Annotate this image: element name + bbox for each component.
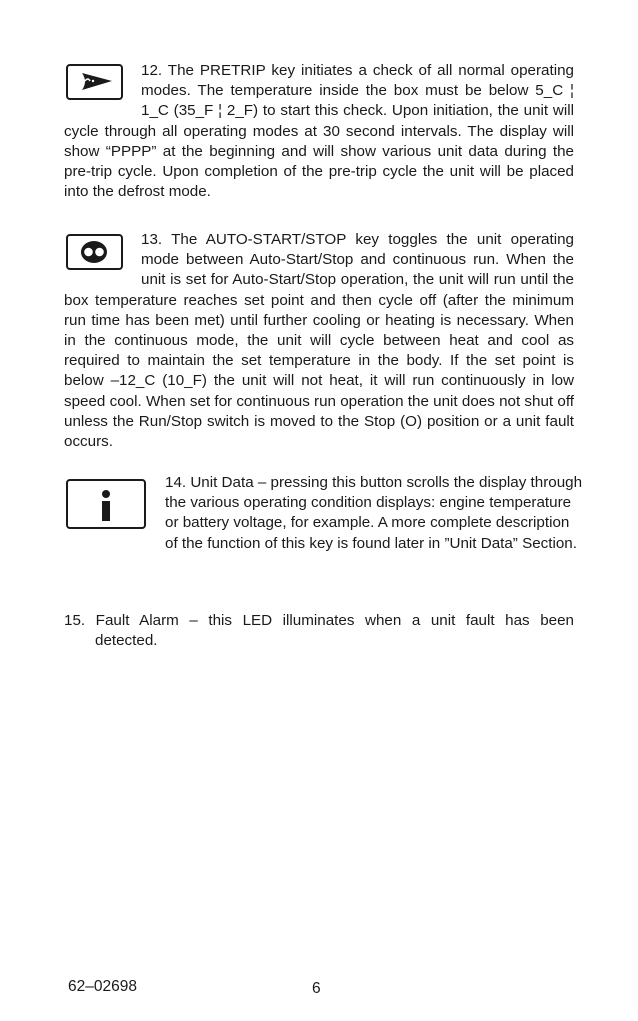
item-13-auto-start-stop-paragraph: [64, 230, 574, 452]
auto-start-stop-text: 13. The AUTO-START/STOP key toggles the unit operating mode between Auto-Start/Stop and continuous run. When the unit is set for Auto-Start/Stop operation, the unit will run until the box temperature reaches set point and then cycle off (after the minimum run time has been met) until further cooling or heating is necessary. When in the continuous mode, the unit will cycle between heat and cool as required to maintain the set temperature in the body. If the set point is below –12_C (10_F) the unit will not heat, it will run continuously in low speed cool. When set for continuous run operation the unit does not shut off unless the Run/Stop switch is moved to the Stop (O) position or a unit fault occurs.: [64, 231, 574, 451]
unit-data-key-icon: [66, 479, 146, 529]
item-12-pretrip-paragraph: [64, 61, 574, 202]
page-number: 6: [312, 980, 321, 997]
icon-wrap-spacer: [64, 61, 141, 119]
item-15-fault-alarm-paragraph: [64, 611, 574, 651]
fault-alarm-text-continued: detected.: [95, 632, 158, 650]
document-number: 62–02698: [68, 978, 137, 995]
fault-alarm-text: 15. Fault Alarm – this LED illuminates when a unit fault has been: [64, 612, 574, 629]
pretrip-text: 12. The PRETRIP key initiates a check of all normal operating modes. The temperature inside the box must be below 5_C ¦ 1_C (35_F ¦ 2_F) to start this check. Upon initiation, the unit will cycle through all operating modes at 30 second intervals. The display will show “PPPP” at the beginning and will show various unit data during the pre-trip cycle. Upon completion of the pre-trip cycle the unit will be placed into the defrost mode.: [64, 62, 574, 201]
unit-data-text: 14. Unit Data – pressing this button scrolls the display through the various operating condition displays: engine temperature or battery voltage, for example. A more complete description of the function of this key is found later in ”Unit Data” Section.: [165, 474, 583, 552]
item-14-unit-data-paragraph: [165, 473, 585, 554]
icon-wrap-spacer: [64, 230, 141, 288]
